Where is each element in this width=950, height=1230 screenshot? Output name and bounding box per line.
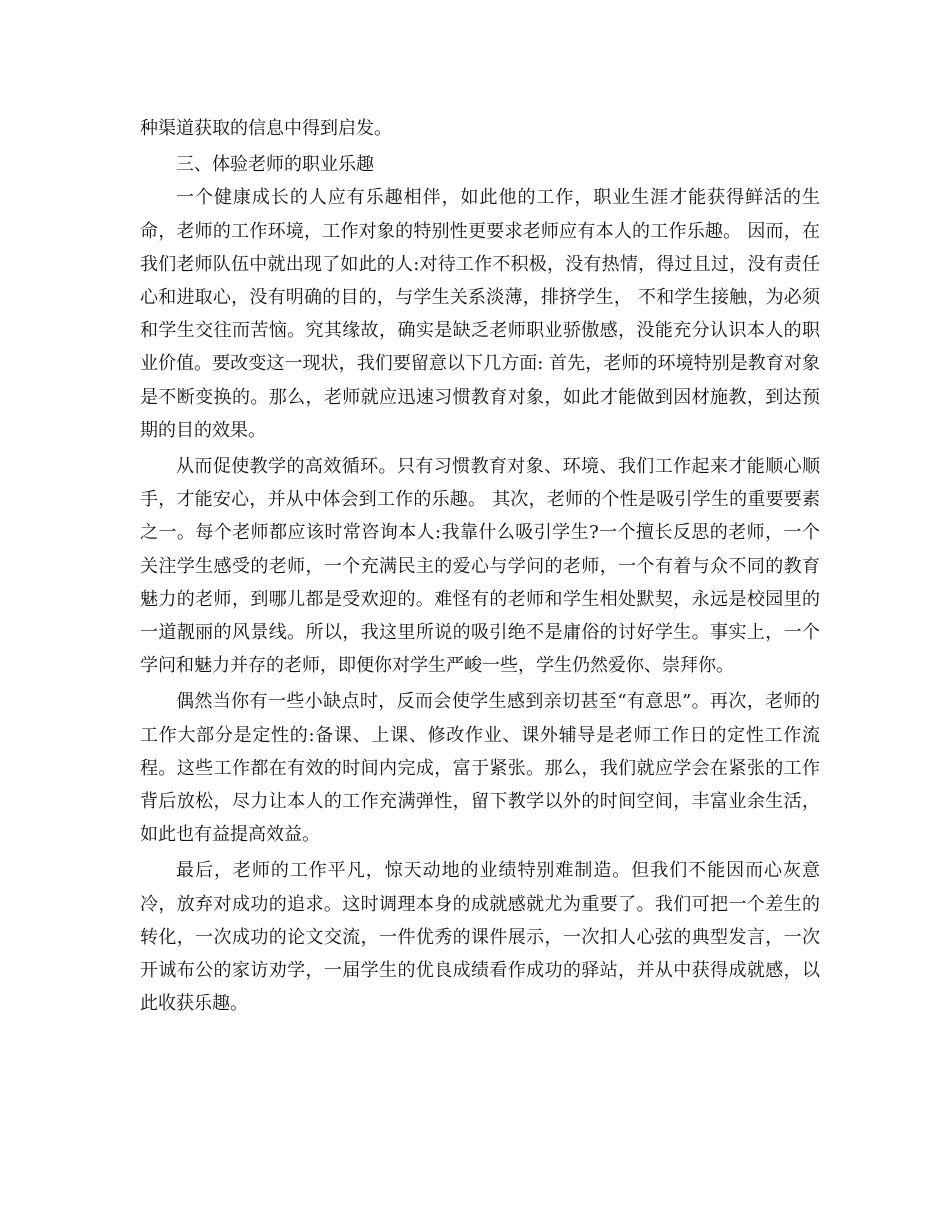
paragraph-3: 偶然当你有一些小缺点时，反而会使学生感到亲切甚至“有意思”。再次，老师的工作大部分是定性的:备课、上课、修改作业、课外辅导是老师工作日的定性工作流程。这些工作都在有效的时间内完成，富于紧张。那么，我们就应学会在紧张的工作背后放松，尽力让本人的工作充满弹性，留下教学以外的时间空间，丰富业余生活，如此也有益提高效益。: [140, 691, 820, 846]
section-heading: 三、体验老师的职业乐趣: [176, 154, 374, 176]
paragraph-1: 一个健康成长的人应有乐趣相伴，如此他的工作，职业生涯才能获得鲜活的生命，老师的工作环境，工作对象的特别性更要求老师应有本人的工作乐趣。 因而，在我们老师队伍中就出现了如此的人:对待工作不积极，没有热情，得过且过，没有责任心和进取心，没有明确的目的，与学生关系淡薄，排挤学生， 不和学生接触，为必须和学生交往而苦恼。究其缘故，确实是缺乏老师职业骄傲感，没能充分认识本人的职业价值。要改变这一现状，我们要留意以下几方面: 首先，老师的环境特别是教育对象是不断变换的。那么，老师就应迅速习惯教育对象，如此才能做到因材施教，到达预期的目的效果。: [140, 187, 820, 441]
paragraph-2: 从而促使教学的高效循环。只有习惯教育对象、环境、我们工作起来才能顺心顺手，才能安心，并从中体会到工作的乐趣。 其次，老师的个性是吸引学生的重要要素之一。每个老师都应该时常咨询本人:我靠什么吸引学生?一个擅长反思的老师，一个关注学生感受的老师，一个充满民主的爱心与学问的老师，一个有着与众不同的教育魅力的老师，到哪儿都是受欢迎的。难怪有的老师和学生相处默契，永远是校园里的一道靓丽的风景线。所以，我这里所说的吸引绝不是庸俗的讨好学生。事实上，一个学问和魅力并存的老师，即便你对学生严峻一些，学生仍然爱你、崇拜你。: [140, 456, 820, 677]
document-page: [140, 112, 820, 1023]
paragraph-4: 最后，老师的工作平凡，惊天动地的业绩特别难制造。但我们不能因而心灰意冷，放弃对成功的追求。这时调理本身的成就感就尤为重要了。我们可把一个差生的转化，一次成功的论文交流，一件优秀的课件展示，一次扣人心弦的典型发言，一次开诚布公的家访劝学，一届学生的优良成绩看作成功的驿站，并从中获得成就感，以此收获乐趣。: [140, 860, 820, 1015]
continuation-text: 种渠道获取的信息中得到启发。: [140, 118, 392, 139]
